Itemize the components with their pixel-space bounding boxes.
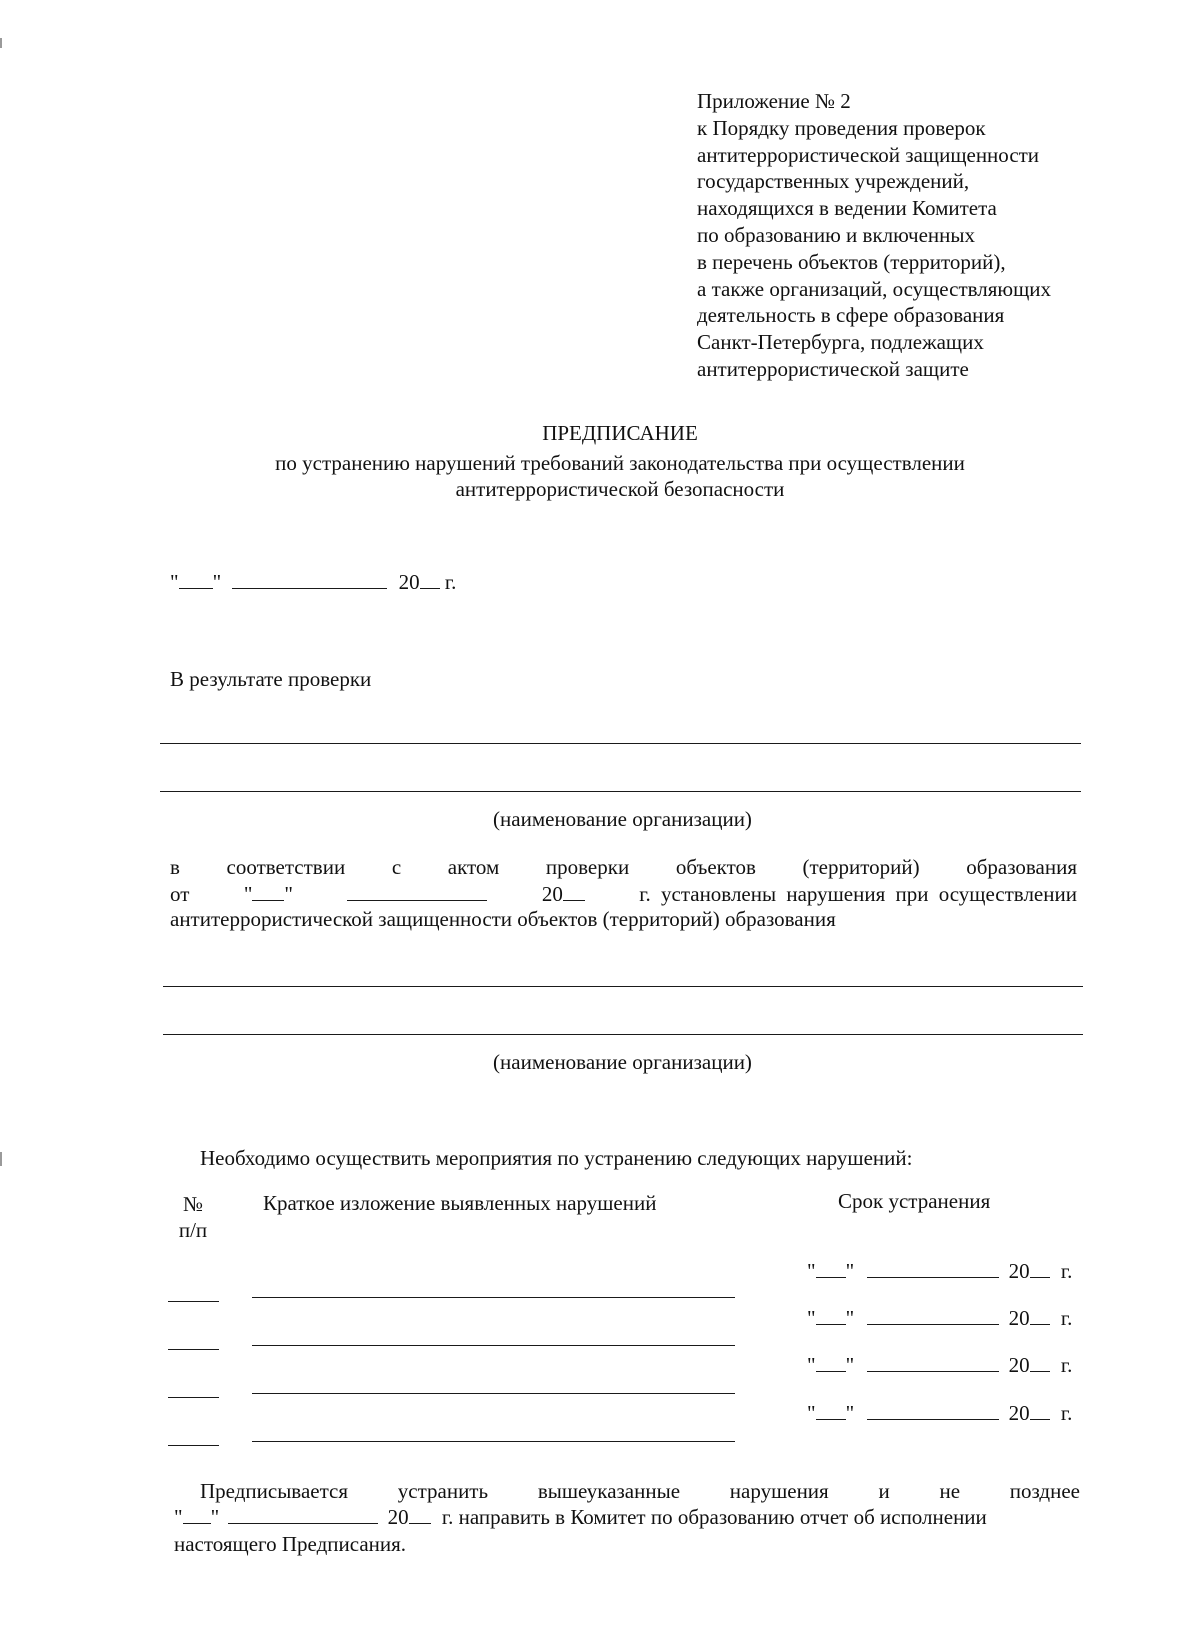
measures-intro: Необходимо осуществить мероприятия по устранению следующих нарушений: — [200, 1146, 913, 1170]
closing-line-1: Предписывается устранить вышеуказанные нарушения и не позднее — [200, 1479, 1080, 1503]
row-deadline: " " 20 г. — [807, 1401, 1073, 1425]
appendix-line: антитеррористической защищенности — [697, 142, 1040, 167]
date-field: " " 20 г. — [170, 570, 457, 594]
closing-line-3: настоящего Предписания. — [174, 1532, 407, 1556]
fill-in-line — [163, 1034, 1083, 1035]
closing-line-2: " " 20 г. направить в Комитет по образованию отчет об исполнении — [174, 1505, 987, 1529]
appendix-line: по образованию и включенных — [697, 222, 975, 247]
inspection-intro: В результате проверки — [170, 667, 372, 691]
row-deadline: " " 20 г. — [807, 1259, 1073, 1283]
scan-edge-mark — [0, 1152, 2, 1166]
month-blank — [228, 1505, 378, 1524]
appendix-line: в перечень объектов (территорий), — [697, 249, 1006, 274]
row-description-line — [252, 1297, 735, 1298]
appendix-line: Санкт-Петербурга, подлежащих — [697, 330, 984, 355]
row-description-line — [252, 1345, 735, 1346]
act-line-2: от " " 20 г. установлены нарушения при осуществлении — [170, 882, 1077, 906]
scan-edge-mark — [0, 38, 2, 48]
column-deadline-header: Срок устранения — [838, 1189, 991, 1213]
year-blank — [409, 1505, 431, 1524]
fill-in-line — [163, 986, 1083, 987]
row-number-line — [168, 1349, 219, 1350]
row-deadline: " " 20 г. — [807, 1306, 1073, 1330]
fill-in-line — [160, 791, 1081, 792]
month-blank — [347, 882, 487, 901]
act-line-1: в соответствии с актом проверки объектов (территорий) образования — [170, 855, 1078, 879]
row-number-line — [168, 1397, 219, 1398]
row-number-line — [168, 1445, 219, 1446]
document-title: ПРЕДПИСАНИЕ — [542, 421, 698, 445]
appendix-line: находящихся в ведении Комитета — [697, 196, 997, 221]
organization-caption: (наименование организации) — [493, 807, 752, 831]
row-description-line — [252, 1441, 735, 1442]
row-description-line — [252, 1393, 735, 1394]
organization-caption: (наименование организации) — [493, 1050, 752, 1074]
fill-in-line — [160, 743, 1081, 744]
appendix-header — [697, 88, 1177, 383]
year-blank — [420, 570, 440, 589]
year-blank — [563, 882, 585, 901]
appendix-line: антитеррористической защите — [697, 356, 969, 381]
day-blank — [179, 570, 213, 589]
document-subtitle: по устранению нарушений требований законодательства при осуществлении — [275, 451, 965, 475]
appendix-line: а также организаций, осуществляющих — [697, 276, 1052, 301]
appendix-line: деятельность в сфере образования — [697, 303, 1005, 328]
appendix-line: Приложение № 2 — [697, 89, 851, 113]
appendix-line: к Порядку проведения проверок — [697, 115, 986, 140]
row-number-line — [168, 1301, 219, 1302]
document-subtitle: антитеррористической безопасности — [455, 477, 785, 501]
day-blank — [252, 882, 284, 901]
row-deadline: " " 20 г. — [807, 1353, 1073, 1377]
column-number-header: № п/п — [178, 1192, 208, 1242]
day-blank — [183, 1505, 211, 1524]
column-description-header: Краткое изложение выявленных нарушений — [263, 1191, 657, 1215]
act-line-3: антитеррористической защищенности объектов (территорий) образования — [170, 907, 836, 931]
month-blank — [232, 570, 387, 589]
appendix-line: государственных учреждений, — [697, 169, 970, 194]
